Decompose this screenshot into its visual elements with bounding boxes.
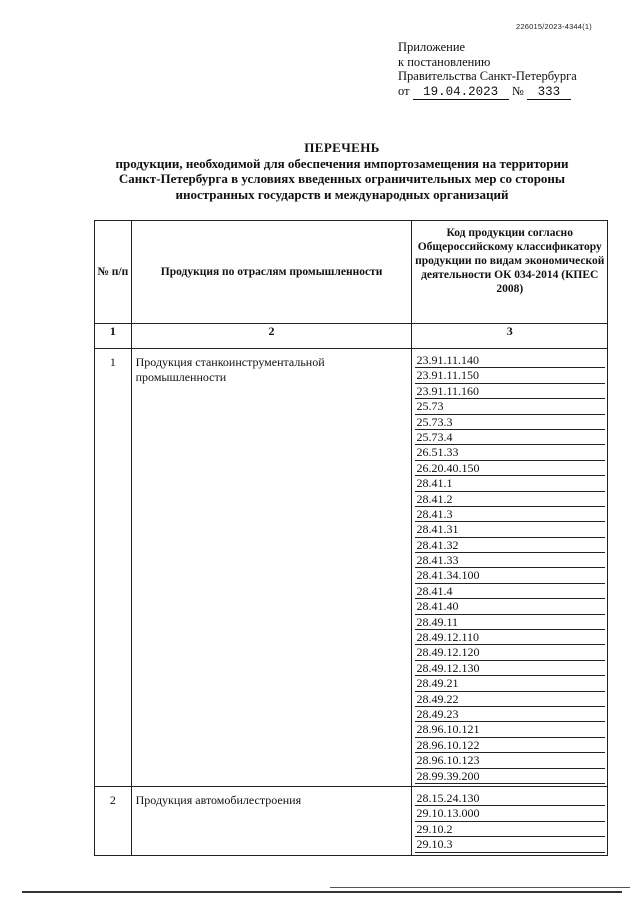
scan-edge-line — [22, 891, 622, 893]
product-code: 26.51.33 — [415, 445, 605, 460]
row-product: Продукция автомобилестроения — [131, 786, 412, 855]
product-code: 28.96.10.122 — [415, 738, 605, 753]
row-codes — [412, 786, 608, 855]
product-code: 23.91.11.140 — [415, 353, 605, 368]
product-code: 29.10.3 — [415, 837, 605, 852]
product-code: 23.91.11.160 — [415, 384, 605, 399]
product-code: 28.41.1 — [415, 476, 605, 491]
product-code: 28.96.10.123 — [415, 753, 605, 768]
product-code: 28.49.12.120 — [415, 645, 605, 660]
table-row — [95, 786, 608, 855]
resolution-number: 333 — [527, 86, 571, 100]
product-code: 28.49.23 — [415, 707, 605, 722]
row-product: Продукция станкоинструментальной промышленности — [131, 349, 412, 787]
product-code: 28.49.12.110 — [415, 630, 605, 645]
product-code: 28.15.24.130 — [415, 791, 605, 806]
product-code: 28.49.11 — [415, 615, 605, 630]
document-title — [60, 140, 624, 202]
column-number: 3 — [412, 324, 608, 349]
title-subtitle-3: иностранных государств и международных организаций — [175, 186, 509, 202]
appendix-date-row — [398, 84, 577, 100]
header-num: № п/п — [95, 221, 132, 324]
header-code: Код продукции согласно Общероссийскому классификатору продукции по видам экономической деятельности ОК 034-2014 (КПЕС 2008) — [412, 221, 608, 324]
product-code: 28.41.3 — [415, 507, 605, 522]
appendix-line-3: Правительства Санкт-Петербурга — [398, 69, 577, 84]
product-code: 28.49.12.130 — [415, 661, 605, 676]
row-number: 1 — [95, 349, 132, 787]
column-numbers-row — [95, 324, 608, 349]
appendix-line-2: к постановлению — [398, 54, 491, 69]
appendix-line-1: Приложение — [398, 40, 466, 54]
product-code: 29.10.13.000 — [415, 806, 605, 821]
column-number: 2 — [131, 324, 412, 349]
from-label: от — [398, 83, 410, 98]
title-subtitle-1: продукции, необходимой для обеспечения импортозамещения на территории — [115, 155, 569, 171]
row-number: 2 — [95, 786, 132, 855]
title-heading: ПЕРЕЧЕНЬ — [304, 140, 380, 155]
product-code: 28.49.21 — [415, 676, 605, 691]
document-id: 226015/2023-4344(1) — [516, 22, 592, 31]
number-label: № — [511, 83, 524, 98]
product-code: 28.96.10.121 — [415, 722, 605, 737]
product-code: 28.41.33 — [415, 553, 605, 568]
product-code: 25.73.4 — [415, 430, 605, 445]
product-code: 25.73.3 — [415, 415, 605, 430]
appendix-block — [398, 40, 577, 100]
product-code: 28.41.31 — [415, 522, 605, 537]
product-code: 26.20.40.150 — [415, 461, 605, 476]
products-table — [94, 220, 608, 856]
product-code: 28.41.4 — [415, 584, 605, 599]
title-subtitle-2: Санкт-Петербурга в условиях введенных ограничительных мер со стороны — [118, 171, 566, 187]
product-code: 29.10.2 — [415, 822, 605, 837]
product-code: 28.99.39.200 — [415, 769, 605, 784]
scan-edge-line — [330, 887, 630, 888]
column-number: 1 — [95, 324, 132, 349]
product-code: 28.41.32 — [415, 538, 605, 553]
product-code: 28.49.22 — [415, 692, 605, 707]
header-product: Продукция по отраслям промышленности — [131, 221, 412, 324]
table-row — [95, 349, 608, 787]
product-code: 23.91.11.150 — [415, 368, 605, 383]
product-code: 25.73 — [415, 399, 605, 414]
resolution-date: 19.04.2023 — [413, 86, 509, 100]
product-code: 28.41.40 — [415, 599, 605, 614]
product-code: 28.41.2 — [415, 492, 605, 507]
product-code: 28.41.34.100 — [415, 568, 605, 583]
row-codes — [412, 349, 608, 787]
table-header-row — [95, 221, 608, 324]
